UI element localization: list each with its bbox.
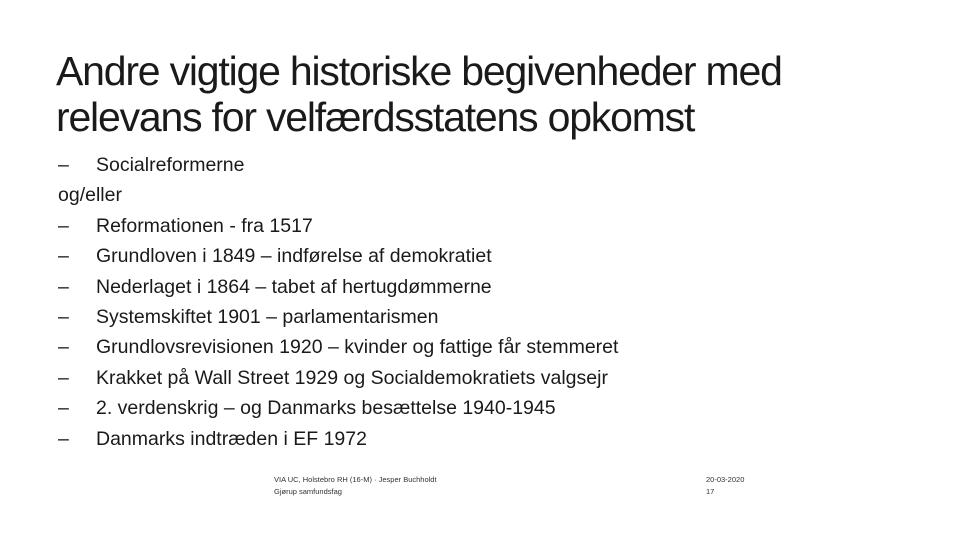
list-item (58, 272, 618, 302)
dash-marker: – (58, 214, 69, 237)
page-number: 17 (706, 487, 715, 496)
dash-marker: – (58, 305, 69, 328)
list-item-text: Danmarks indtræden i EF 1972 (96, 427, 367, 450)
list-item-text: og/eller (58, 184, 122, 207)
list-item (58, 363, 618, 393)
footer-date: 20-03-2020 (706, 475, 745, 484)
dash-marker: – (58, 427, 69, 450)
footer-meta (706, 474, 744, 498)
list-item (58, 211, 618, 241)
dash-marker: – (58, 275, 69, 298)
dash-marker: – (58, 245, 69, 268)
list-item-text: Grundloven i 1849 – indførelse af demokratiet (96, 245, 492, 268)
list-item-text: Reformationen - fra 1517 (96, 214, 313, 237)
list-item-text: Krakket på Wall Street 1929 og Socialdemokratiets valgsejr (96, 366, 608, 389)
list-item-text: Systemskiftet 1901 – parlamentarismen (96, 305, 439, 328)
dash-marker: – (58, 336, 69, 359)
slide-title-line-1: Andre vigtige historiske begivenheder med (56, 48, 782, 94)
list-item (58, 150, 618, 180)
slide-title (56, 48, 936, 140)
list-item (58, 302, 618, 332)
dash-marker: – (58, 154, 69, 176)
list-item (58, 332, 618, 362)
list-item-text: Grundlovsrevisionen 1920 – kvinder og fattige får stemmeret (96, 336, 619, 359)
list-item-text: Socialreformerne (96, 154, 245, 176)
list-item (58, 424, 618, 454)
footer-author (274, 474, 437, 498)
list-item (58, 241, 618, 271)
footer-author-line-2: Gjørup samfundsfag (274, 487, 342, 496)
list-item-text: 2. verdenskrig – og Danmarks besættelse 1940-1945 (96, 397, 556, 420)
list-item (58, 180, 618, 210)
list-item (58, 393, 618, 423)
footer-author-line-1: VIA UC, Holstebro RH (16-M) · Jesper Buchholdt (274, 475, 437, 484)
dash-marker: – (58, 366, 69, 389)
event-list (58, 150, 618, 454)
list-item-text: Nederlaget i 1864 – tabet af hertugdømmerne (96, 275, 492, 298)
dash-marker: – (58, 397, 69, 420)
slide-title-line-2: relevans for velfærdsstatens opkomst (56, 94, 695, 140)
